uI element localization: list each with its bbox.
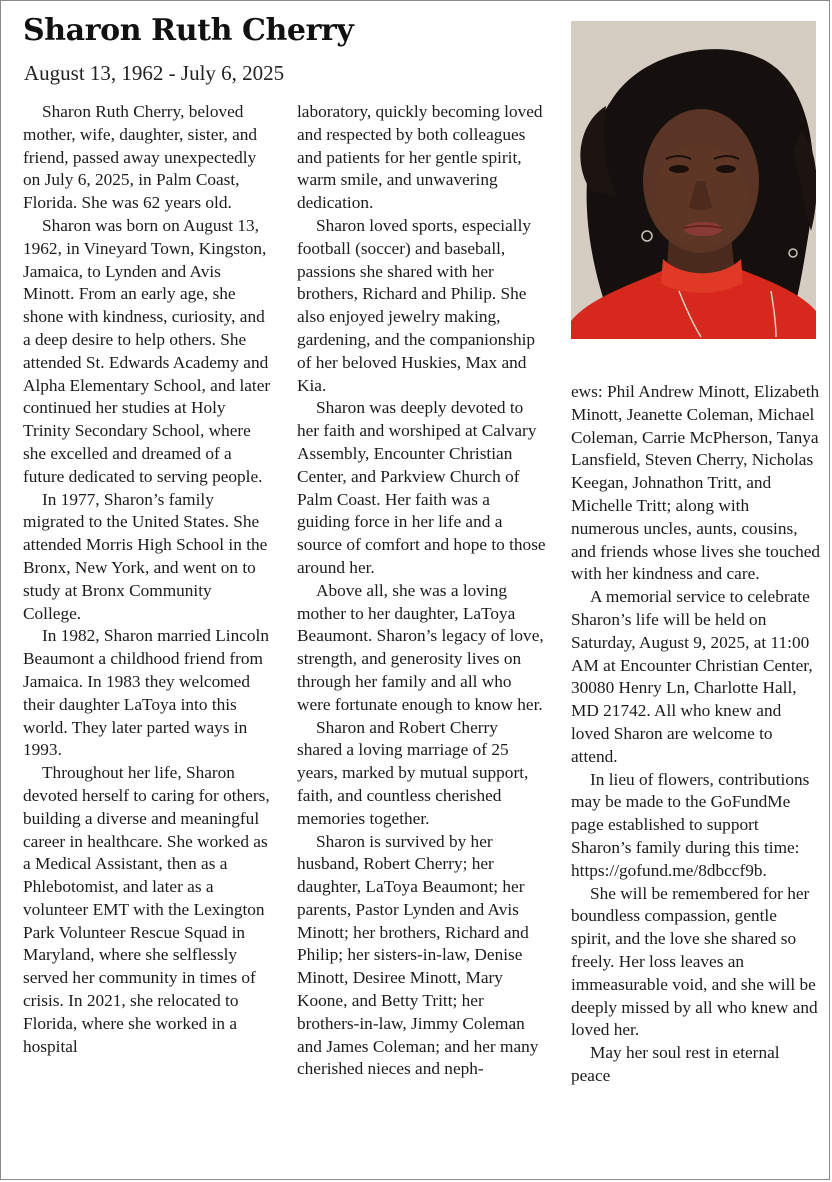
paragraph: Throughout her life, Sharon devoted herself to caring for others, building a diverse and meaningful career in healthcare. She worked as a Medical Assistant, then as a Phlebotomist, and later as a volunteer EMT with the Lexington Park Volunteer Rescue Squad in Maryland, where she selflessly served her community in times of crisis. In 2021, she relocated to Florida, where she worked in a hospital (23, 763, 270, 1056)
text-column-1 (23, 101, 273, 1058)
paragraph-continued: laboratory, quickly becoming loved and respected by both colleagues and patients for her gentle spirit, warm smile, and unwavering dedication. (297, 102, 543, 213)
text-column-3 (571, 381, 821, 1088)
paragraph: She will be remembered for her boundless compassion, gentle spirit, and the love she shared so freely. Her loss leaves an immeasurable void, and she will be deeply missed by all who knew and loved her. (571, 883, 818, 1040)
paragraph: In lieu of flowers, contributions may be made to the GoFundMe page established to support Sharon’s family during this time: https://gofund.me/8dbccf9b. (571, 769, 810, 880)
paragraph: A memorial service to celebrate Sharon’s life will be held on Saturday, August 9, 2025, at 11:00 AM at Encounter Christian Center, 30080 Henry Ln, Charlotte Hall, MD 21742. All who knew and loved Sharon are welcome to attend. (571, 587, 813, 766)
paragraph: May her soul rest in eternal peace (571, 1043, 780, 1085)
portrait-illustration (571, 21, 816, 339)
life-dates: August 13, 1962 - July 6, 2025 (24, 61, 285, 85)
paragraph: Sharon and Robert Cherry shared a loving marriage of 25 years, marked by mutual support, faith, and countless cherished memories together. (297, 717, 529, 828)
paragraph: Sharon was born on August 13, 1962, in Vineyard Town, Kingston, Jamaica, to Lynden and Avis Minott. From an early age, she shone with kindness, curiosity, and a deep desire to help others. She attended St. Edwards Academy and Alpha Elementary School, and later continued her studies at Holy Trinity Secondary School, where she excelled and dreamed of a future dedicated to serving people. (23, 215, 271, 486)
portrait-photo (571, 21, 816, 339)
paragraph-continued: ews: Phil Andrew Minott, Elizabeth Minott, Jeanette Coleman, Michael Coleman, Carrie McPherson, Tanya Lansfield, Steven Cherry, Nicholas Keegan, Johnathon Tritt, and Michelle Tritt; along with numerous uncles, aunts, cousins, and friends whose lives she touched with her kindness and care. (571, 382, 821, 584)
paragraph: Sharon Ruth Cherry, beloved mother, wife, daughter, sister, and friend, passed away unexpectedly on July 6, 2025, in Palm Coast, Florida. She was 62 years old. (23, 102, 258, 213)
paragraph: Sharon is survived by her husband, Robert Cherry; her daughter, LaToya Beaumont; her parents, Pastor Lynden and Avis Minott; her brothers, Richard and Philip; her sisters-in-law, Denise Minott, Desiree Minott, Mary Koone, and Betty Tritt; her brothers-in-law, Jimmy Coleman and James Coleman; and her many cherished nieces and neph- (297, 831, 539, 1079)
paragraph: Above all, she was a loving mother to her daughter, LaToya Beaumont. Sharon’s legacy of love, strength, and generosity lives on through her family and all who were fortunate enough to know her. (297, 580, 544, 714)
paragraph: Sharon loved sports, especially football (soccer) and baseball, passions she shared with her brothers, Richard and Philip. She also enjoyed jewelry making, gardening, and the companionship of her beloved Huskies, Max and Kia. (297, 215, 536, 395)
obituary-title: Sharon Ruth Cherry (23, 13, 354, 48)
paragraph: Sharon was deeply devoted to her faith and worshiped at Calvary Assembly, Encounter Christian Center, and Parkview Church of Palm Coast. Her faith was a guiding force in her life and a source of comfort and hope to those around her. (297, 398, 546, 577)
paragraph: In 1982, Sharon married Lincoln Beaumont a childhood friend from Jamaica. In 1983 they welcomed their daughter LaToya into this world. They later parted ways in 1993. (23, 626, 270, 760)
paragraph: In 1977, Sharon’s family migrated to the United States. She attended Morris High School in the Bronx, New York, and went on to study at Bronx Community College. (23, 489, 268, 623)
text-column-2 (297, 101, 547, 1081)
